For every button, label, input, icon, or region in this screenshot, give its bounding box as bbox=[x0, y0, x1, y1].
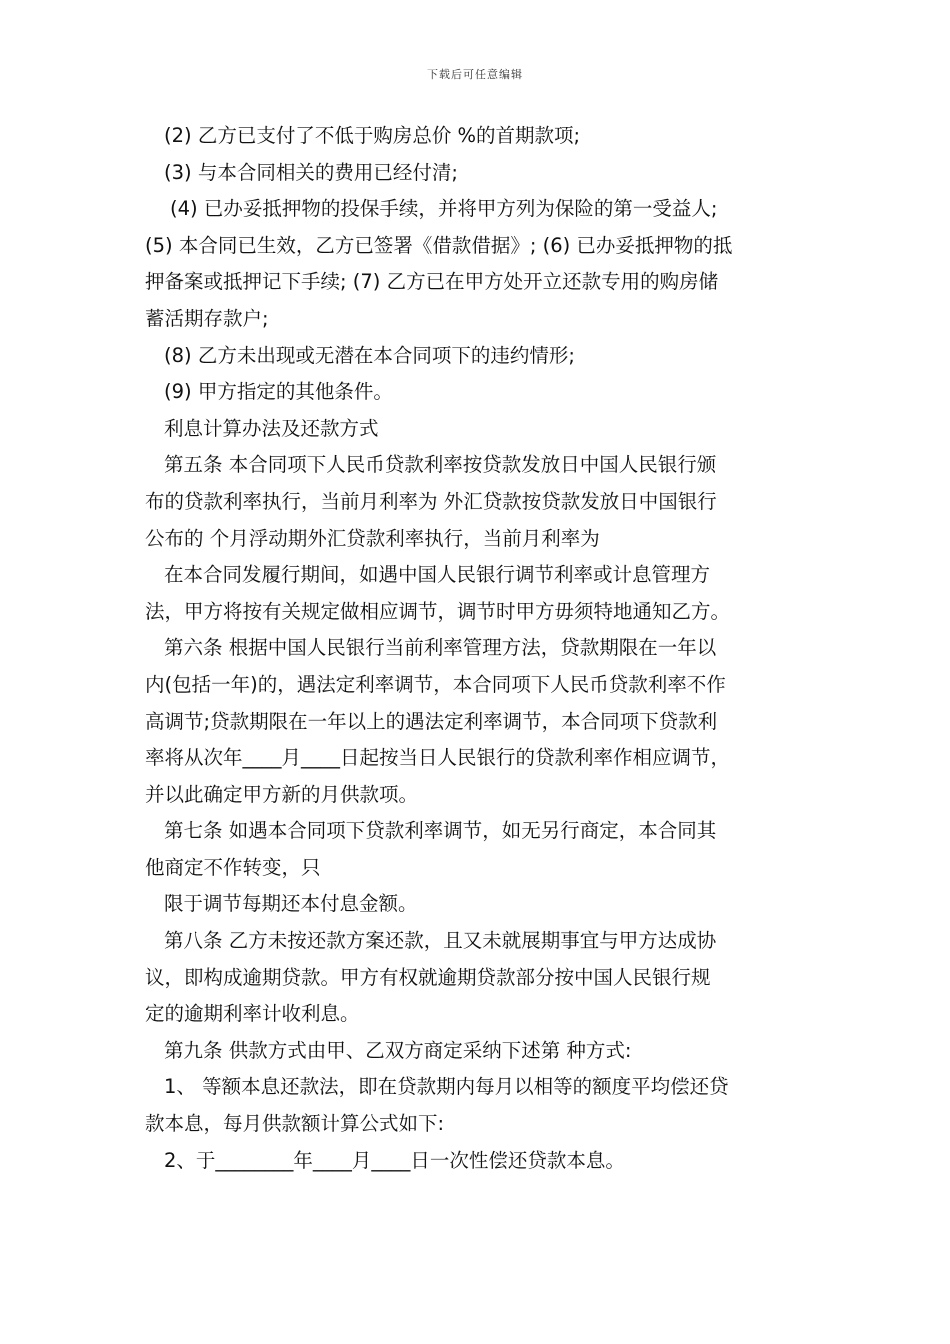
text-line: 押备案或抵押记下手续; (7) 乙方已在甲方处开立还款专用的购房储 bbox=[145, 270, 719, 294]
text-line: 第五条 本合同项下人民币贷款利率按贷款发放日中国人民银行颁 bbox=[164, 453, 717, 477]
text-line: 议，即构成逾期贷款。甲方有权就逾期贷款部分按中国人民银行规 bbox=[145, 965, 711, 989]
document-body bbox=[145, 118, 810, 1179]
text-line: 并以此确定甲方新的月供款项。 bbox=[145, 782, 419, 806]
page-header: 下载后可任意编辑 bbox=[427, 68, 523, 81]
text-line: 2、于________年____月____日一次性偿还贷款本息。 bbox=[164, 1148, 625, 1172]
text-line: 第九条 供款方式由甲、乙双方商定采纳下述第 种方式: bbox=[164, 1038, 632, 1062]
text-line: 蓄活期存款户; bbox=[145, 306, 269, 330]
text-line: 定的逾期利率计收利息。 bbox=[145, 1002, 360, 1026]
text-line: 内(包括一年)的，遇法定利率调节，本合同项下人民币贷款利率不作 bbox=[145, 672, 726, 696]
section-heading: 利息计算办法及还款方式 bbox=[164, 416, 379, 440]
text-line: 限于调节每期还本付息金额。 bbox=[164, 892, 418, 916]
text-line: (4) 已办妥抵押物的投保手续，并将甲方列为保险的第一受益人; bbox=[170, 197, 718, 221]
text-line: 公布的 个月浮动期外汇贷款利率执行，当前月利率为 bbox=[145, 526, 600, 550]
text-line: 布的贷款利率执行，当前月利率为 外汇贷款按贷款发放日中国银行 bbox=[145, 489, 717, 513]
text-line: 在本合同发履行期间，如遇中国人民银行调节利率或计息管理方 bbox=[164, 563, 711, 587]
text-line: (3) 与本合同相关的费用已经付清; bbox=[164, 160, 458, 184]
text-line: 1、 等额本息还款法，即在贷款期内每月以相等的额度平均偿还贷 bbox=[164, 1075, 729, 1099]
text-line: 高调节;贷款期限在一年以上的遇法定利率调节，本合同项下贷款利 bbox=[145, 709, 718, 733]
text-line: (8) 乙方未出现或无潜在本合同项下的违约情形; bbox=[164, 343, 575, 367]
text-line: (9) 甲方指定的其他条件。 bbox=[164, 380, 393, 404]
text-line: (2) 乙方已支付了不低于购房总价 %的首期款项; bbox=[164, 124, 581, 147]
text-line: 第七条 如遇本合同项下贷款利率调节，如无另行商定，本合同其 bbox=[164, 819, 717, 843]
text-line: 第八条 乙方未按还款方案还款，且又未就展期事宜与甲方达成协 bbox=[164, 929, 717, 953]
text-line: (5) 本合同已生效，乙方已签署《借款借据》; (6) 已办妥抵押物的抵 bbox=[145, 233, 733, 257]
text-line: 款本息，每月供款额计算公式如下: bbox=[145, 1112, 445, 1136]
text-line: 他商定不作转变，只 bbox=[145, 855, 321, 879]
text-line: 法，甲方将按有关规定做相应调节，调节时甲方毋须特地通知乙方。 bbox=[145, 599, 731, 623]
text-line: 率将从次年____月____日起按当日人民银行的贷款利率作相应调节， bbox=[145, 746, 731, 770]
text-line: 第六条 根据中国人民银行当前利率管理方法，贷款期限在一年以 bbox=[164, 636, 717, 660]
